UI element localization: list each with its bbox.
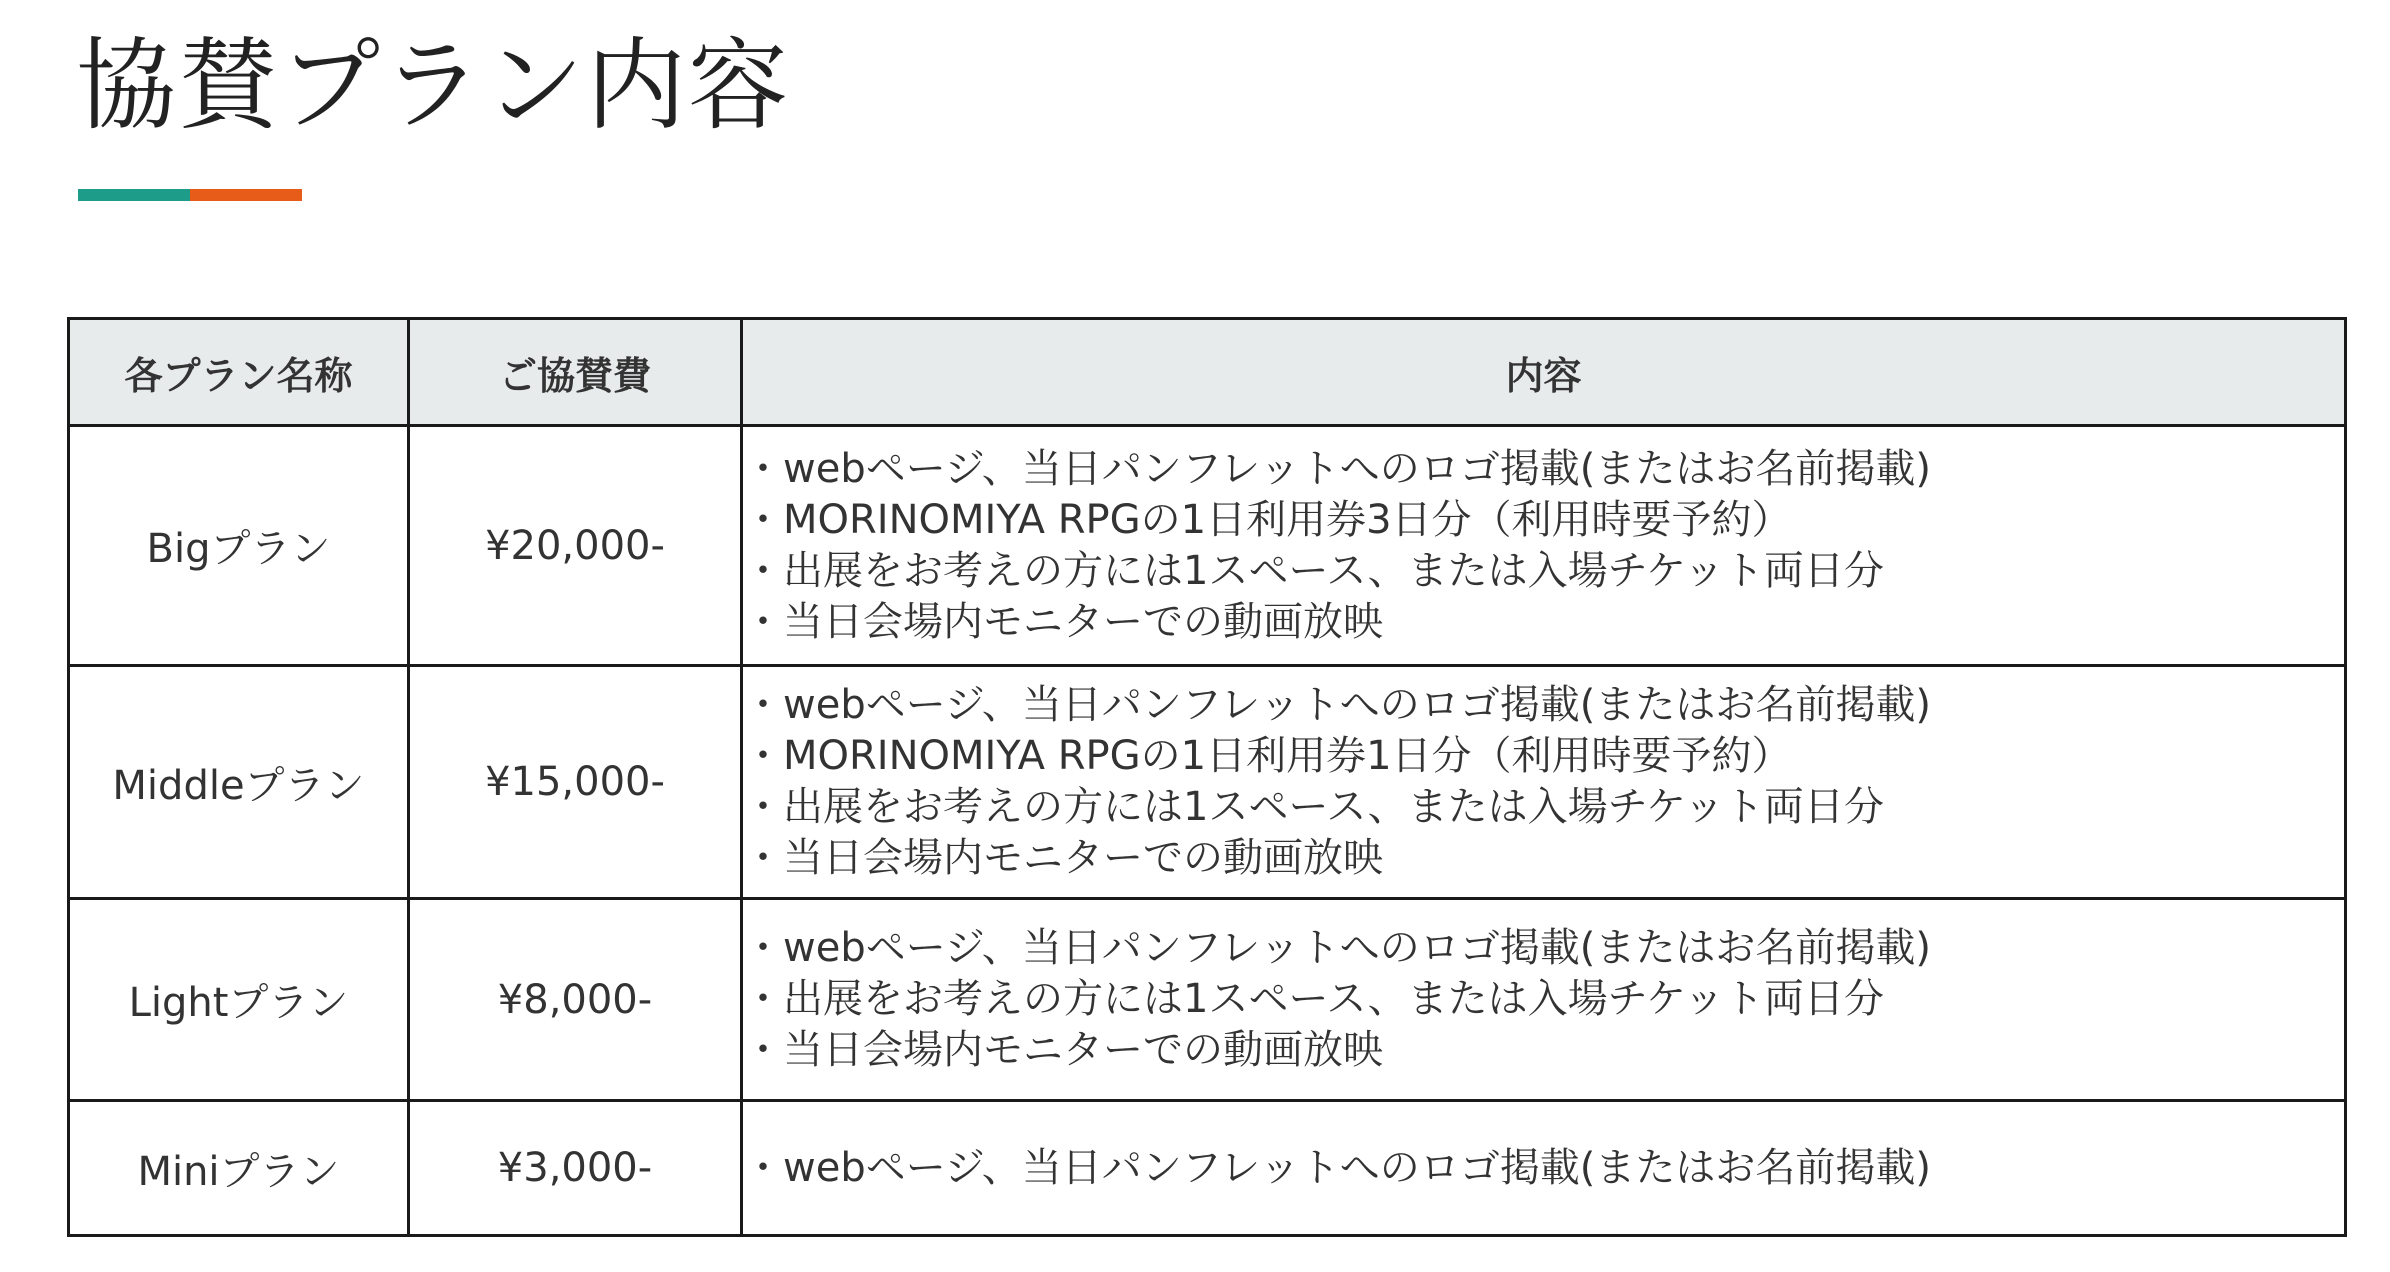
plan-content xyxy=(742,426,2346,666)
plan-fee: ¥8,000- xyxy=(409,899,742,1101)
content-item: ・当日会場内モニターでの動画放映 xyxy=(743,598,1383,645)
header-plan-name: 各プラン名称 xyxy=(69,319,409,426)
content-item: ・webページ、当日パンフレットへのロゴ掲載(またはお名前掲載) xyxy=(743,445,1931,492)
content-item: ・webページ、当日パンフレットへのロゴ掲載(またはお名前掲載) xyxy=(743,682,1931,728)
plan-fee: ¥3,000- xyxy=(409,1101,742,1236)
page-title: 協賛プラン内容 xyxy=(76,27,790,144)
table-row xyxy=(69,1101,2346,1236)
sponsor-plan-table xyxy=(67,317,2347,1237)
table-header-row xyxy=(69,319,2346,426)
header-content: 内容 xyxy=(742,319,2346,426)
table-row xyxy=(69,899,2346,1101)
content-item: ・webページ、当日パンフレットへのロゴ掲載(またはお名前掲載) xyxy=(743,1144,1931,1191)
plan-fee: ¥15,000- xyxy=(409,666,742,899)
plan-content xyxy=(742,666,2346,899)
content-item: ・出展をお考えの方には1スペース、または入場チケット両日分 xyxy=(743,784,1885,830)
plan-name: Miniプラン xyxy=(69,1101,409,1236)
content-item: ・MORINOMIYA RPGの1日利用券1日分（利用時要予約） xyxy=(743,733,1792,779)
content-item: ・出展をお考えの方には1スペース、または入場チケット両日分 xyxy=(743,547,1885,594)
content-item: ・MORINOMIYA RPGの1日利用券3日分（利用時要予約） xyxy=(743,496,1792,543)
content-item: ・webページ、当日パンフレットへのロゴ掲載(またはお名前掲載) xyxy=(743,925,1931,971)
content-item: ・当日会場内モニターでの動画放映 xyxy=(743,835,1383,881)
title-underline-teal xyxy=(78,189,190,201)
content-item: ・出展をお考えの方には1スペース、または入場チケット両日分 xyxy=(743,976,1885,1022)
header-fee: ご協賛費 xyxy=(409,319,742,426)
plan-content xyxy=(742,1101,2346,1236)
title-underline-orange xyxy=(190,189,302,201)
plan-name: Bigプラン xyxy=(69,426,409,666)
content-item: ・当日会場内モニターでの動画放映 xyxy=(743,1027,1383,1073)
table-row xyxy=(69,426,2346,666)
plan-fee: ¥20,000- xyxy=(409,426,742,666)
plan-name: Middleプラン xyxy=(69,666,409,899)
title-underline xyxy=(78,189,302,201)
table-row xyxy=(69,666,2346,899)
plan-content xyxy=(742,899,2346,1101)
plan-name: Lightプラン xyxy=(69,899,409,1101)
